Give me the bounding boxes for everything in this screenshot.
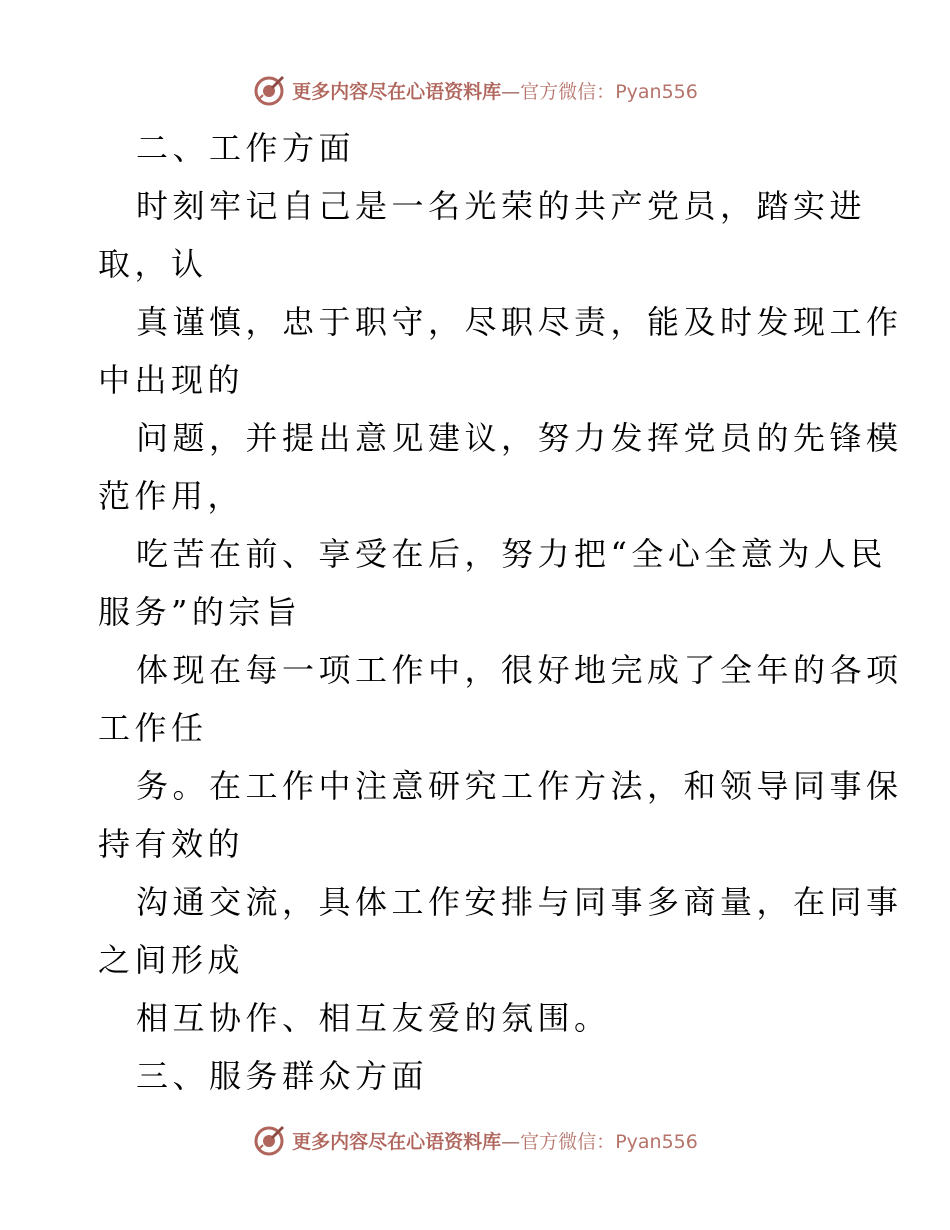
paragraph-line: 持有效的 (98, 825, 245, 863)
paragraph-line: 体现在每一项工作中，很好地完成了全年的各项 (136, 651, 903, 689)
banner-wechat-label: 官方微信： (520, 1130, 616, 1153)
paragraph-line: 沟通交流，具体工作安排与同事多商量，在同事 (136, 883, 903, 921)
banner-separator: — (501, 80, 521, 103)
banner-separator: — (501, 1130, 521, 1153)
banner-site-text: 更多内容尽在心语资料库 (292, 80, 502, 103)
paragraph-line: 之间形成 (98, 941, 245, 979)
paragraph-line: 取，认 (98, 245, 208, 283)
paragraph-line: 工作任 (98, 709, 208, 747)
banner-wechat-label: 官方微信： (520, 80, 616, 103)
section-heading-work: 二、工作方面 (136, 129, 356, 167)
paragraph-line: 吃苦在前、享受在后，努力把“全心全意为人民 (136, 535, 887, 573)
banner-wechat-id: Pyan556 (615, 1130, 698, 1153)
paragraph-line: 问题，并提出意见建议，努力发挥党员的先锋模 (136, 419, 903, 457)
paragraph-line: 相互协作、相互友爱的氛围。 (136, 999, 611, 1037)
paragraph-line: 时刻牢记自己是一名光荣的共产党员，踏实进 (136, 187, 867, 225)
paragraph-line: 真谨慎，忠于职守，尽职尽责，能及时发现工作 (136, 303, 903, 341)
pen-logo-icon (252, 1123, 286, 1157)
footer-banner (0, 1120, 950, 1160)
paragraph-line: 务。在工作中注意研究工作方法，和领导同事保 (136, 767, 903, 805)
paragraph-line: 范作用， (98, 477, 245, 515)
banner-site-text: 更多内容尽在心语资料库 (292, 1130, 502, 1153)
paragraph-line: 服务”的宗旨 (98, 593, 302, 631)
banner-wechat-id: Pyan556 (615, 80, 698, 103)
document-body (98, 119, 903, 1105)
section-heading-service: 三、服务群众方面 (136, 1057, 429, 1095)
pen-logo-icon (252, 73, 286, 107)
paragraph-line: 中出现的 (98, 361, 245, 399)
header-banner (0, 70, 950, 110)
